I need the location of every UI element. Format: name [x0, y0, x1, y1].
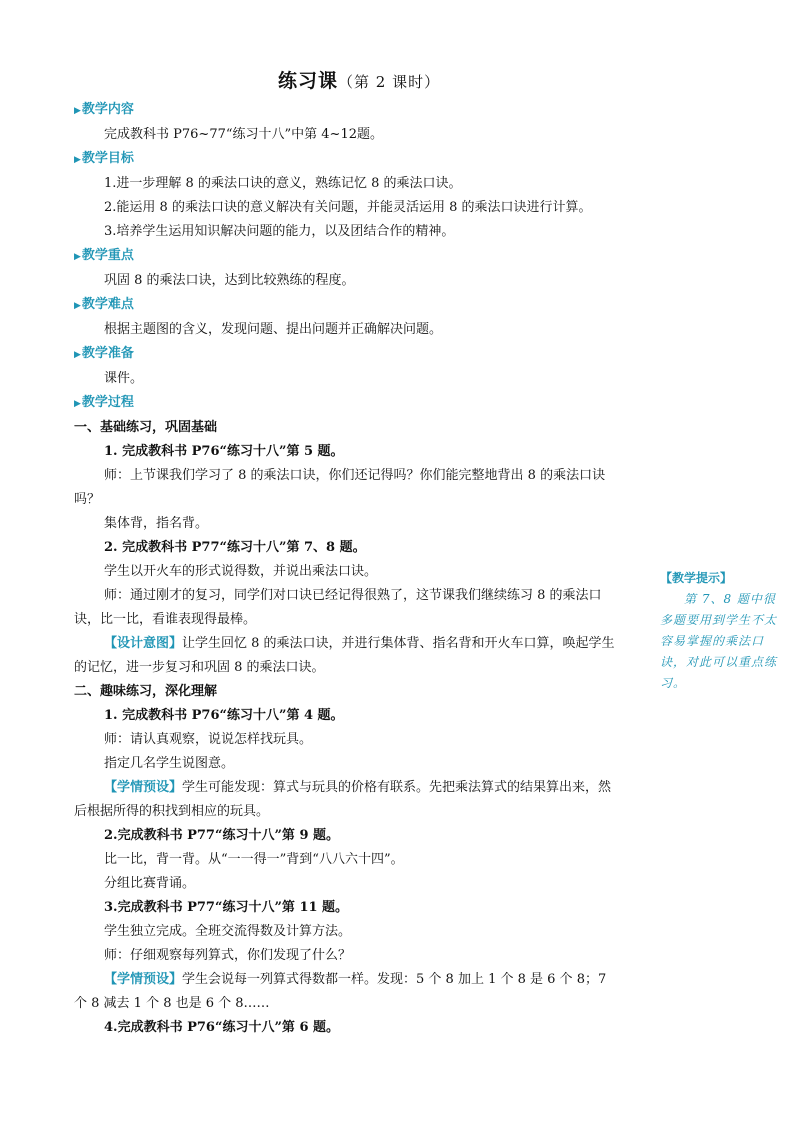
prep-text: 课件。: [104, 371, 144, 386]
q4-title: 4.完成教科书 P76“练习十八”第 6 题。: [104, 1020, 340, 1035]
exercise-1-b: 集体背，指名背。: [104, 516, 209, 531]
section-difficult-heading: [74, 293, 622, 318]
goal-2: 2.能运用 8 的乘法口诀的意义解决有关问题，并能灵活运用 8 的乘法口诀进行计算。: [104, 200, 592, 215]
triangle-icon: ▶: [74, 350, 81, 360]
triangle-icon: ▶: [74, 301, 81, 311]
triangle-icon: ▶: [74, 106, 81, 116]
heading-label: 教学准备: [81, 346, 134, 361]
q1-a: 师：请认真观察，说说怎样找玩具。: [104, 732, 313, 747]
presupposition-1: [74, 776, 622, 824]
q2-a: 比一比，背一背。从“一一得一”背到“八八六十四”。: [104, 852, 404, 867]
teaching-tip-text: 第 7、8 题中很多题要用到学生不太容易掌握的乘法口诀，对此可以重点练习。: [660, 592, 778, 690]
design-intent: [74, 632, 622, 680]
section-key-heading: [74, 244, 622, 269]
presupposition-2: [74, 968, 622, 1016]
presupposition-text: 学生会说每一列算式得数都一样。发现：5 个 8 加上 1 个 8 是 6 个 8；7 个 8 减去 1 个 8 也是 6 个 8……: [74, 972, 607, 1011]
page-title: [278, 66, 440, 93]
q3-b: 师：仔细观察每列算式，你们发现了什么？: [104, 948, 352, 963]
triangle-icon: ▶: [74, 155, 81, 165]
q2-b: 分组比赛背诵。: [104, 876, 196, 891]
teaching-tip: [660, 568, 780, 694]
teaching-tip-title: 【教学提示】: [660, 571, 733, 585]
main-content: [74, 98, 622, 1040]
exercise-2-a: 学生以开火车的形式说得数，并说出乘法口诀。: [104, 564, 378, 579]
title-sub: （第 2 课时）: [338, 73, 441, 91]
goal-1: 1.进一步理解 8 的乘法口诀的意义，熟练记忆 8 的乘法口诀。: [104, 176, 462, 191]
design-text: 让学生回忆 8 的乘法口诀，并进行集体背、指名背和开火车口算，唤起学生的记忆，进一步复习和巩固 8 的乘法口诀。: [74, 636, 615, 675]
key-text: 巩固 8 的乘法口诀，达到比较熟练的程度。: [104, 273, 355, 288]
exercise-2-b: 师：通过刚才的复习，同学们对口诀已经记得很熟了，这节课我们继续练习 8 的乘法口诀，比一比，看谁表现得最棒。: [74, 588, 602, 627]
triangle-icon: ▶: [74, 252, 81, 262]
q3-title: 3.完成教科书 P77“练习十八”第 11 题。: [104, 900, 349, 915]
q1-title: 1. 完成教科书 P76“练习十八”第 4 题。: [104, 708, 344, 723]
heading-label: 教学内容: [81, 102, 134, 117]
goal-3: 3.培养学生运用知识解决问题的能力，以及团结合作的精神。: [104, 224, 455, 239]
process-heading-2: 二、趣味练习，深化理解: [74, 684, 218, 699]
q1-b: 指定几名学生说图意。: [104, 756, 235, 771]
design-tag: 【设计意图】: [104, 636, 183, 651]
q2-title: 2.完成教科书 P77“练习十八”第 9 题。: [104, 828, 340, 843]
title-main: 练习课: [278, 70, 339, 92]
exercise-1-title: 1. 完成教科书 P76“练习十八”第 5 题。: [104, 444, 344, 459]
process-heading-1: 一、基础练习，巩固基础: [74, 420, 218, 435]
heading-label: 教学目标: [81, 151, 134, 166]
difficult-text: 根据主题图的含义，发现问题、提出问题并正确解决问题。: [104, 322, 443, 337]
heading-label: 教学难点: [81, 297, 134, 312]
heading-label: 教学过程: [81, 395, 134, 410]
section-content-heading: [74, 98, 622, 123]
exercise-2-title: 2. 完成教科书 P77“练习十八”第 7、8 题。: [104, 540, 366, 555]
q3-a: 学生独立完成。全班交流得数及计算方法。: [104, 924, 352, 939]
triangle-icon: ▶: [74, 399, 81, 409]
exercise-1-a: 师：上节课我们学习了 8 的乘法口诀，你们还记得吗？你们能完整地背出 8 的乘法口诀吗？: [74, 468, 606, 507]
presupposition-tag: 【学情预设】: [104, 972, 183, 987]
section-goals-heading: [74, 147, 622, 172]
section-process-heading: [74, 391, 622, 416]
section-prep-heading: [74, 342, 622, 367]
presupposition-tag: 【学情预设】: [104, 780, 183, 795]
heading-label: 教学重点: [81, 248, 134, 263]
content-text: 完成教科书 P76~77“练习十八”中第 4~12题。: [104, 127, 383, 142]
presupposition-text: 学生可能发现：算式与玩具的价格有联系。先把乘法算式的结果算出来，然后根据所得的积找到相应的玩具。: [74, 780, 612, 819]
